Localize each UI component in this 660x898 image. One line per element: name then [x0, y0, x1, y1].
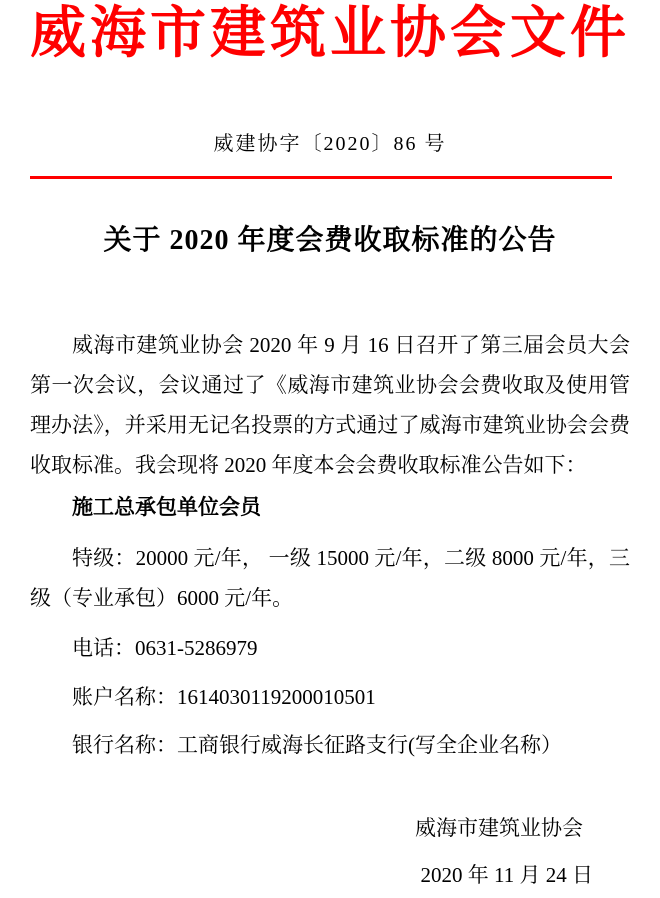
member-category-heading: 施工总承包单位会员: [72, 495, 261, 519]
fee-standard-paragraph: 特级：20000 元/年， 一级 15000 元/年，二级 8000 元/年，三级（专业承包）6000 元/年。: [30, 546, 630, 610]
phone-line: 电话：0631-5286979: [72, 636, 258, 660]
document-number: 威建协字〔2020〕86 号: [213, 133, 447, 155]
red-divider-line: [30, 176, 612, 179]
bank-name-line: 银行名称：工商银行威海长征路支行(写全企业名称）: [72, 733, 562, 757]
account-number-line: 账户名称：1614030119200010501: [72, 685, 376, 709]
signature-organization: 威海市建筑业协会: [415, 816, 583, 840]
document-title: 关于 2020 年度会费收取标准的公告: [103, 225, 557, 256]
signature-date: 2020 年 11 月 24 日: [420, 863, 593, 887]
document-header-title: 威海市建筑业协会文件: [30, 3, 630, 65]
intro-paragraph: 威海市建筑业协会 2020 年 9 月 16 日召开了第三届会员大会第一次会议，会议通过了《威海市建筑业协会会费收取及使用管理办法》，并采用无记名投票的方式通过了威海市建筑业协会会费收取标准。我会现将 2020 年度本会会费收取标准公告如下：: [30, 333, 630, 477]
